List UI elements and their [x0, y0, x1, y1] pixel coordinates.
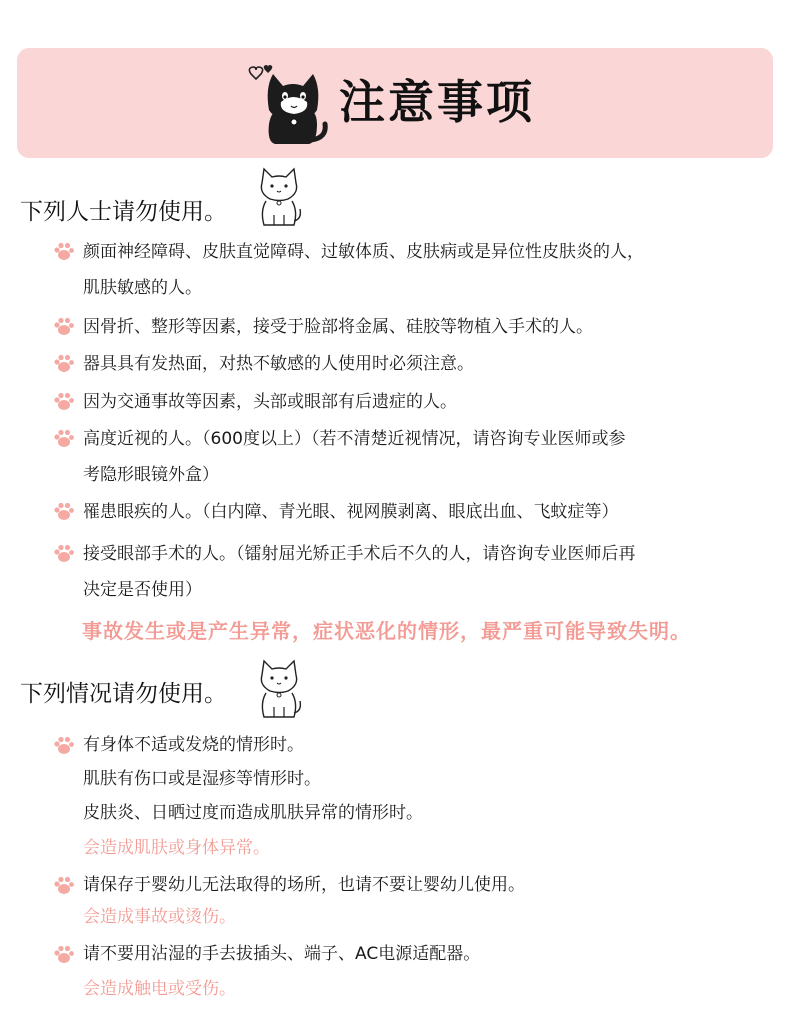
- white-cat-outline-icon: [254, 163, 304, 229]
- item-line: 因骨折、整形等因素，接受于脸部将金属、硅胶等物植入手术的人。: [83, 317, 593, 337]
- warning-text: 会造成触电或受伤。: [83, 979, 236, 999]
- black-cat-with-hearts-icon: [245, 60, 335, 150]
- white-cat-outline-icon: [254, 655, 304, 721]
- paw-print-icon: [52, 543, 74, 565]
- item-line: 肌肤有伤口或是湿疹等情形时。: [83, 769, 321, 789]
- paw-print-icon: [52, 501, 74, 523]
- item-line: 罹患眼疾的人。（白内障、青光眼、视网膜剥离、眼底出血、飞蚊症等）: [83, 502, 619, 522]
- item-line: 决定是否使用）: [83, 580, 202, 600]
- item-line: 皮肤炎、日晒过度而造成肌肤异常的情形时。: [83, 803, 423, 823]
- item-line: 因为交通事故等因素，头部或眼部有后遗症的人。: [83, 392, 457, 412]
- warning-text: 会造成肌肤或身体异常。: [83, 838, 270, 858]
- paw-print-icon: [52, 875, 74, 897]
- paw-print-icon: [52, 735, 74, 757]
- paw-print-icon: [52, 944, 74, 966]
- item-line: 有身体不适或发烧的情形时。: [83, 735, 304, 755]
- item-line: 颜面神经障碍、皮肤直觉障碍、过敏体质、皮肤病或是异位性皮肤炎的人，: [83, 242, 644, 262]
- page-title: 注意事项: [339, 75, 535, 129]
- section-heading-prohibited-situations: 下列情况请勿使用。: [20, 681, 227, 707]
- paw-print-icon: [52, 428, 74, 450]
- item-line: 肌肤敏感的人。: [83, 278, 202, 298]
- title-banner: [17, 48, 773, 158]
- paw-print-icon: [52, 391, 74, 413]
- item-line: 器具具有发热面，对热不敏感的人使用时必须注意。: [83, 354, 474, 374]
- paw-print-icon: [52, 353, 74, 375]
- item-line: 高度近视的人。（600度以上）（若不清楚近视情况，请咨询专业医师或参: [83, 429, 626, 449]
- warning-text-blindness: 事故发生或是产生异常，症状恶化的情形，最严重可能导致失明。: [82, 619, 691, 643]
- item-line: 请保存于婴幼儿无法取得的场所，也请不要让婴幼儿使用。: [83, 875, 525, 895]
- item-line: 接受眼部手术的人。（镭射屈光矫正手术后不久的人，请咨询专业医师后再: [83, 544, 636, 564]
- paw-print-icon: [52, 316, 74, 338]
- item-line: 请不要用沾湿的手去拔插头、端子、AC电源适配器。: [83, 944, 481, 964]
- paw-print-icon: [52, 241, 74, 263]
- item-line: 考隐形眼镜外盒）: [83, 465, 219, 485]
- warning-text: 会造成事故或烫伤。: [83, 907, 236, 927]
- section-heading-prohibited-persons: 下列人士请勿使用。: [20, 199, 227, 225]
